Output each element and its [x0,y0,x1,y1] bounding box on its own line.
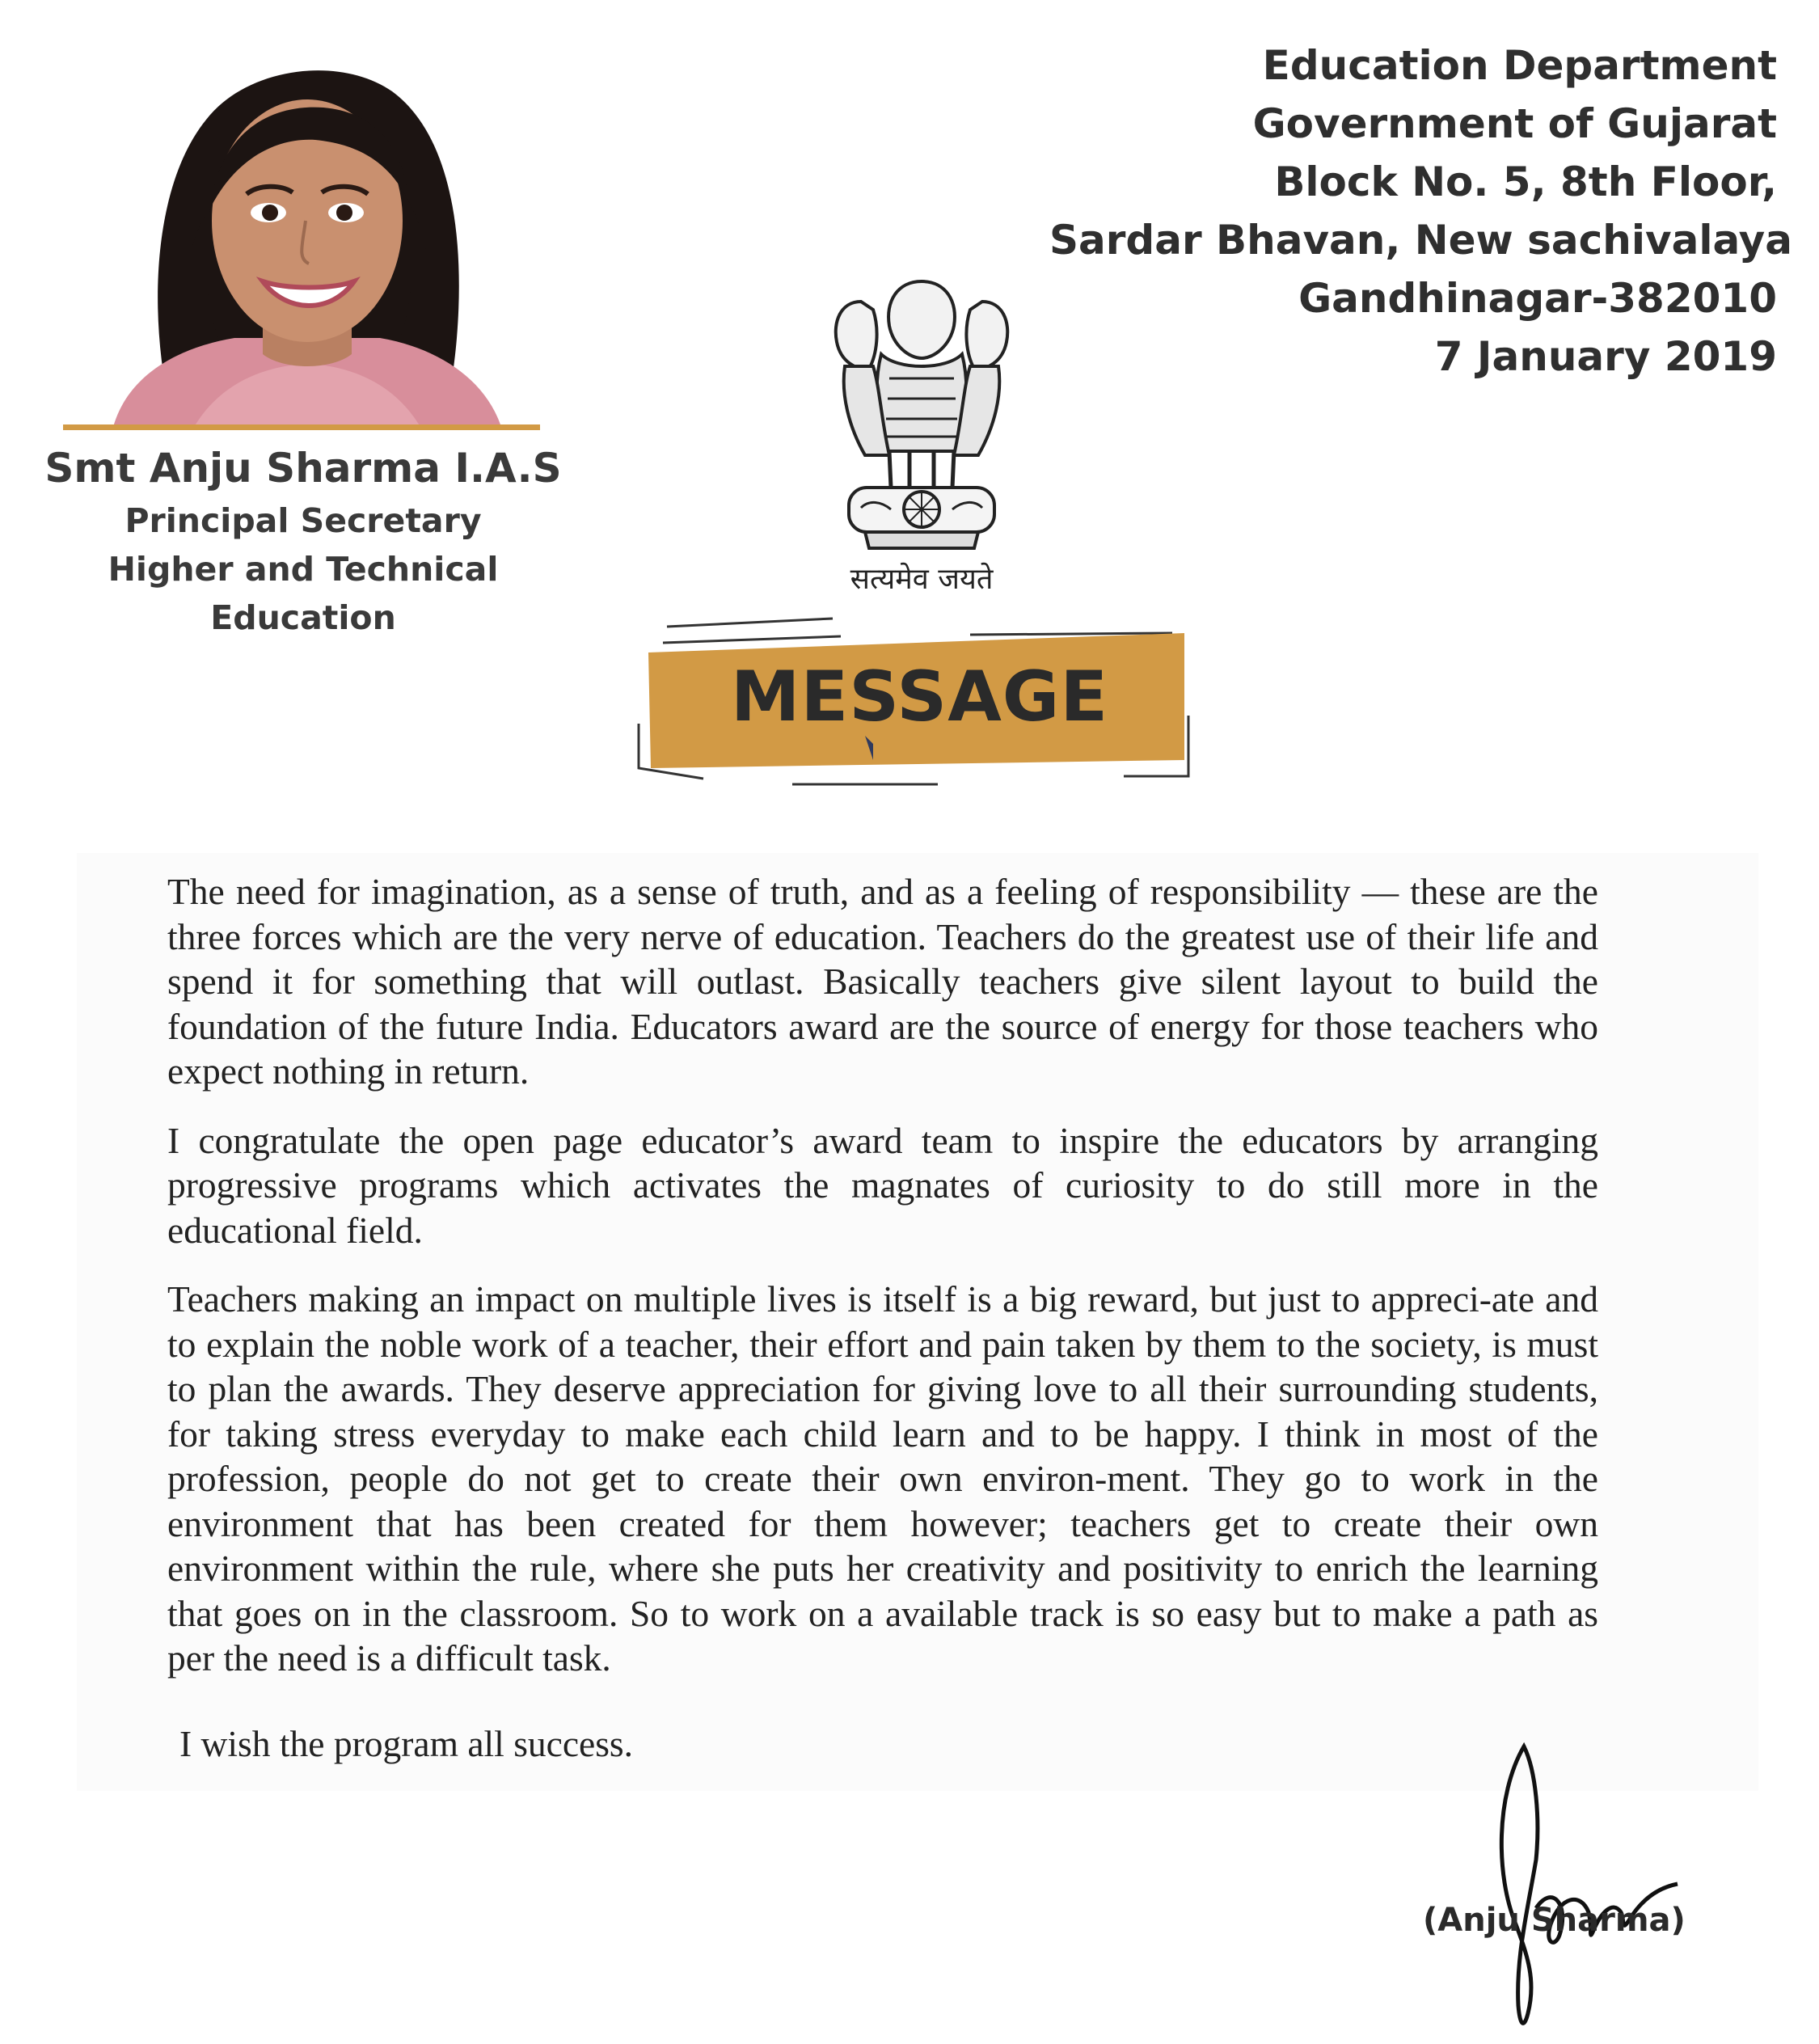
emblem-motto: सत्यमेव जयते [850,563,994,596]
message-heading: MESSAGE [730,657,1109,737]
letter-closing: I wish the program all success. [179,1723,634,1764]
state-emblem-icon [817,265,1027,556]
letter-paragraph: The need for imagination, as a sense of truth, and as a feeling of responsibility — these are the three forces which are the very nerve of education. Teachers do the greatest use of their life and spend it for something that will outlast. Basically teachers give silent layout to build the foundation of the future India. Educators award are the source of energy for those teachers who expect nothing in return. [167,871,1598,1092]
profile-block [32,437,574,642]
letter-date: 7 January 2019 [1434,333,1777,380]
address-line: Government of Gujarat [1252,100,1777,147]
address-line: Block No. 5, 8th Floor, [1274,158,1777,205]
portrait-illustration [97,47,517,427]
address-line: Gandhinagar-382010 [1298,275,1777,322]
address-line: Sardar Bhavan, New sachivalaya [1049,217,1793,264]
profile-photo [97,47,517,427]
address-line: Education Department [1262,42,1777,89]
letter-paragraph: I congratulate the open page educator’s award team to inspire the educators by arranging progressive programs which activates the magnates of curiosity to do still more in the educational field. [167,1119,1598,1251]
portrait-divider [63,424,540,430]
profile-department: Higher and Technical Education [108,550,499,637]
letter-paragraph: Teachers making an impact on multiple lives is itself is a big reward, but just to appreci-ate and to explain the noble work of a teacher, their effort and pain taken by them to the society, is must to plan the awards. They deserve appreciation for giving love to all their surrounding students, for taking stress everyday to make each child learn and to be happy. I think in most of the profession, people do not get to create their own environ-ment. They go to work in the environment that has been created for them however; teachers get to create their own environment within the rule, where she puts her creativity and positivity to enrich the learning that goes on in the classroom. So to work on a available track is so easy but to make a path as per the need is a difficult task. [167,1278,1598,1679]
profile-name: Smt Anju Sharma I.A.S [44,445,562,492]
handwritten-signature [1447,1738,1706,2038]
letter-body [167,869,1598,1705]
profile-title: Principal Secretary [125,501,482,540]
signatory-name: (Anju Sharma) [1423,1902,1686,1939]
address-block [1049,36,1793,386]
